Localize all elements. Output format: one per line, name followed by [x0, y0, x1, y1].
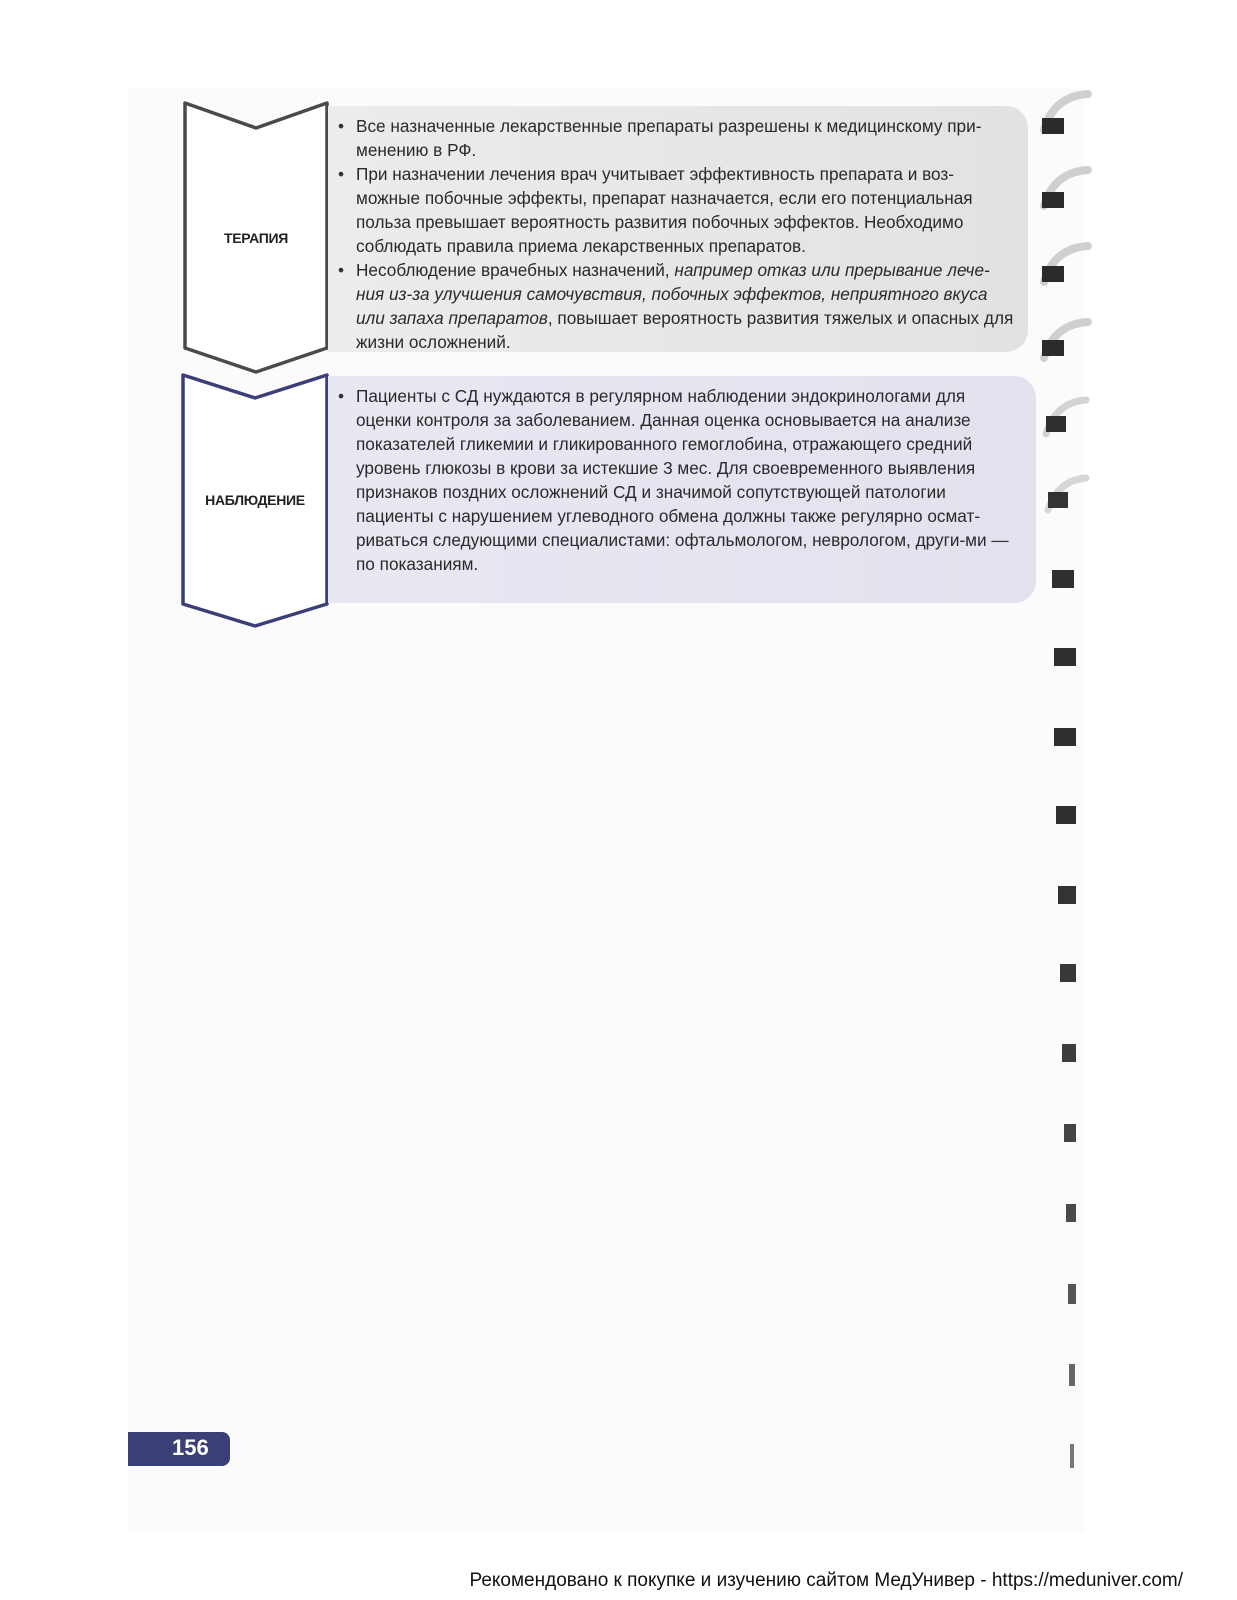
- observation-label: НАБЛЮДЕНИЕ: [205, 492, 305, 508]
- list-item: • При назначении лечения врач учитывает эффективность препарата и воз-можные побочные эффекты, препарат назначается, если его потенциальная польза превышает вероятность развития побочных эффектов. Необходимо соблюдать правила приема лекарственных препаратов.: [334, 162, 1014, 258]
- page-number: 156: [172, 1435, 209, 1460]
- therapy-bullet-list: [334, 114, 1014, 354]
- observation-bullet-list: [334, 384, 1020, 576]
- therapy-panel: [328, 106, 1028, 352]
- bullet-text: , повышает вероятность развития тяжелых и опасных для жизни осложнений.: [356, 308, 1014, 352]
- bullet-text: Несоблюдение врачебных назначений,: [356, 260, 675, 280]
- spiral-binding: [1036, 88, 1096, 1488]
- bullet-italic-text: например отказ или прерывание лече-ния из-за улучшения самочувствия, побочных эффектов, неприятного вкуса или запаха препаратов: [356, 260, 990, 328]
- observation-chevron: [178, 370, 332, 630]
- observation-panel: [328, 376, 1036, 603]
- therapy-label: ТЕРАПИЯ: [223, 230, 288, 246]
- therapy-chevron: [180, 100, 332, 375]
- list-item: [334, 258, 1014, 354]
- watermark-text: Рекомендовано к покупке и изучению сайтом МедУнивер - https://meduniver.com/: [469, 1570, 1183, 1591]
- list-item: • Пациенты с СД нуждаются в регулярном наблюдении эндокринологами для оценки контроля за заболеванием. Данная оценка основывается на анализе показателей гликемии и гликированного гемоглобина, отражающего средний уровень глюкозы в крови за истекшие 3 мес. Для своевременного выявления признаков поздних осложнений СД и значимой сопутствующей патологии пациенты с нарушением углеводного обмена должны также регулярно осмат-риваться следующими специалистами: офтальмологом, неврологом, други-ми — по показаниям.: [334, 384, 1020, 576]
- list-item: • Все назначенные лекарственные препараты разрешены к медицинскому при-менению в РФ.: [334, 114, 1014, 162]
